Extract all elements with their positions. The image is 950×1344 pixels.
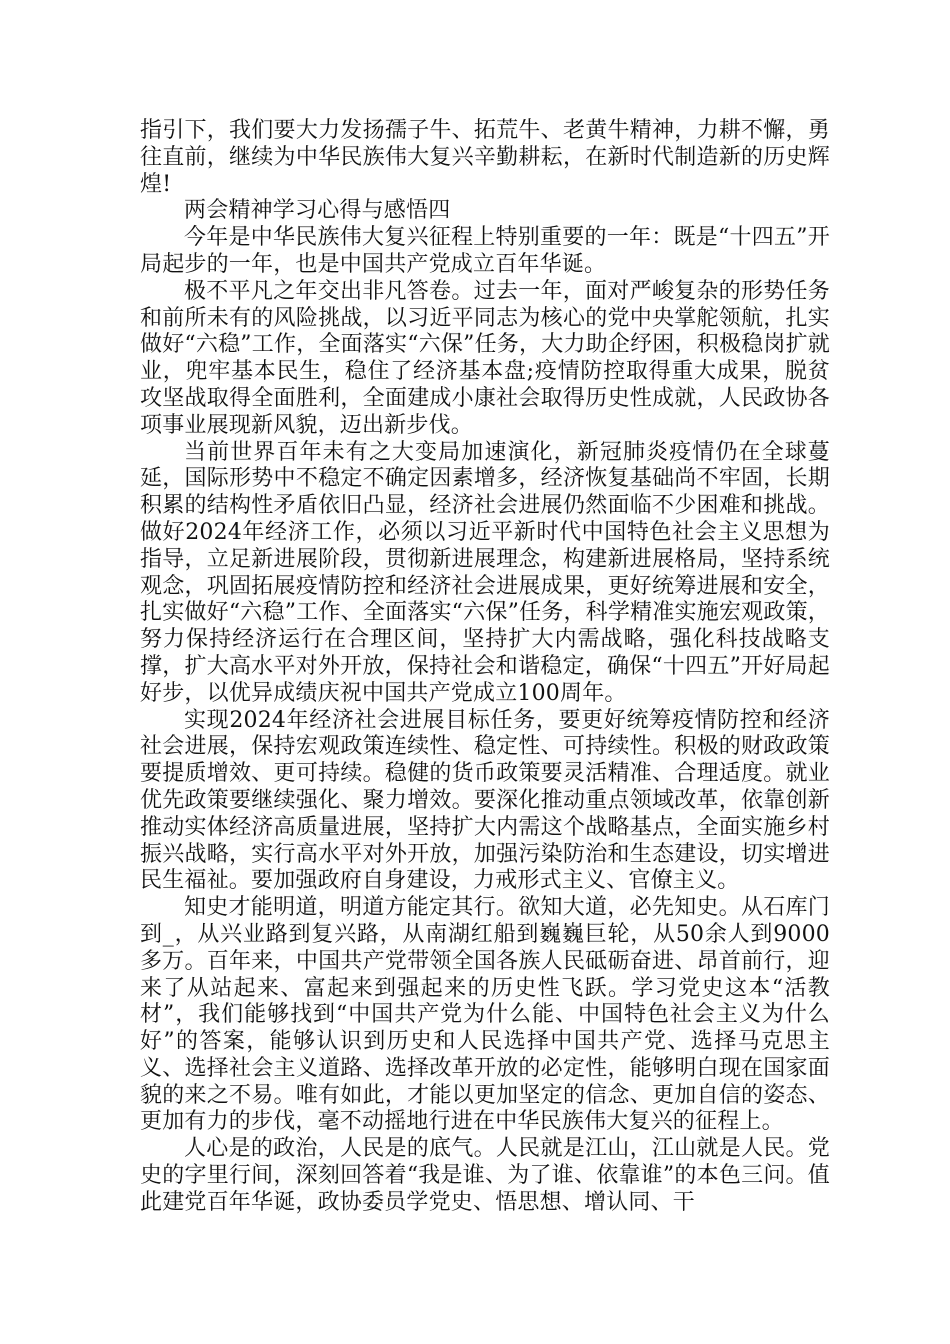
paragraph-history: 知史才能明道，明道方能定其行。欲知大道，必先知史。从石库门到_，从兴业路到复兴路，从南湖红船到巍巍巨轮，从50余人到9000多万。百年来，中国共产党带领全国各族人民砥砺奋进、昂首前行，迎来了从站起来、富起来到强起来的历史性飞跃。学习党史这本“活教材”，我们能够找到“中国共产党为什么能、中国特色社会主义为什么好”的答案，能够认识到历史和人民选择中国共产党、选择马克思主义、选择社会主义道路、选择改革开放的必定性，能够明白现在国家面貌的来之不易。唯有如此，才能以更加坚定的信念、更加自信的姿态、更加有力的步伐，毫不动摇地行进在中华民族伟大复兴的征程上。 — [140, 895, 830, 1135]
paragraph-targets: 实现2024年经济社会进展目标任务，要更好统筹疫情防控和经济社会进展，保持宏观政策连续性、稳定性、可持续性。积极的财政政策要提质增效、更可持续。稳健的货币政策要灵活精准、合理适度。就业优先政策要继续强化、聚力增效。要深化推动重点领域改革，依靠创新推动实体经济高质量进展，坚持扩大内需这个战略基点，全面实施乡村振兴战略，实行高水平对外开放，加强污染防治和生态建设，切实增进民生福祉。要加强政府自身建设，力戒形式主义、官僚主义。 — [140, 707, 830, 894]
paragraph-intro: 今年是中华民族伟大复兴征程上特别重要的一年：既是“十四五”开局起步的一年，也是中国共产党成立百年华诞。 — [140, 225, 830, 277]
document-body — [140, 118, 830, 1217]
section-heading: 两会精神学习心得与感悟四 — [184, 198, 451, 224]
paragraph-continued: 指引下，我们要大力发扬孺子牛、拓荒牛、老黄牛精神，力耕不懈，勇往直前，继续为中华民族伟大复兴辛勤耕耘，在新时代制造新的历史辉煌! — [140, 118, 830, 197]
paragraph-review: 极不平凡之年交出非凡答卷。过去一年，面对严峻复杂的形势任务和前所未有的风险挑战，以习近平同志为核心的党中央掌舵领航，扎实做好“六稳”工作，全面落实“六保”任务，大力助企纾困，积极稳岗扩就业，兜牢基本民生，稳住了经济基本盘;疫情防控取得重大成果，脱贫攻坚战取得全面胜利，全面建成小康社会取得历史性成就，人民政协各项事业展现新风貌，迈出新步伐。 — [140, 278, 830, 438]
paragraph-situation: 当前世界百年未有之大变局加速演化，新冠肺炎疫情仍在全球蔓延，国际形势中不稳定不确定因素增多，经济恢复基础尚不牢固，长期积累的结构性矛盾依旧凸显，经济社会进展仍然面临不少困难和挑战。做好2024年经济工作，必须以习近平新时代中国特色社会主义思想为指导，立足新进展阶段，贯彻新进展理念，构建新进展格局，坚持系统观念，巩固拓展疫情防控和经济社会进展成果，更好统筹进展和安全，扎实做好“六稳”工作、全面落实“六保”任务，科学精准实施宏观政策，努力保持经济运行在合理区间，坚持扩大内需战略，强化科技战略支撑，扩大高水平对外开放，保持社会和谐稳定，确保“十四五”开好局起好步，以优异成绩庆祝中国共产党成立100周年。 — [140, 439, 830, 706]
paragraph-people: 人心是的政治，人民是的底气。人民就是江山，江山就是人民。党史的字里行间，深刻回答着“我是谁、为了谁、依靠谁”的本色三问。值此建党百年华诞，政协委员学党史、悟思想、增认同、干 — [140, 1136, 830, 1215]
